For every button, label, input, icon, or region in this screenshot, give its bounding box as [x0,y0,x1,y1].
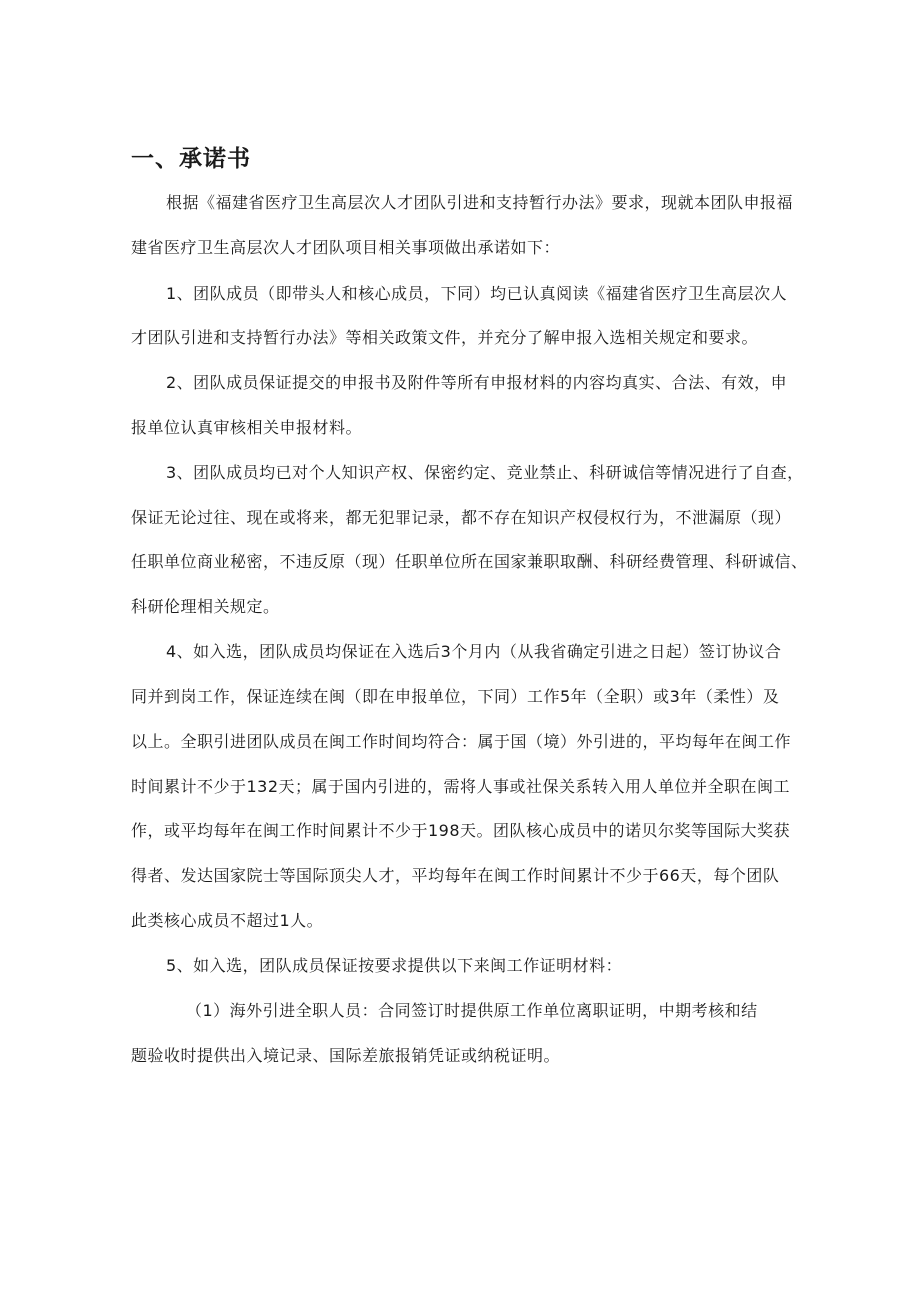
paragraph-line: 2、团队成员保证提交的申报书及附件等所有申报材料的内容均真实、合法、有效，申 [166,373,788,392]
paragraph-line: 题验收时提供出入境记录、国际差旅报销凭证或纳税证明。 [131,1046,561,1065]
paragraph-line: 才团队引进和支持暂行办法》等相关政策文件，并充分了解申报入选相关规定和要求。 [131,328,759,347]
paragraph-line: 1、团队成员（即带头人和核心成员，下同）均已认真阅读《福建省医疗卫生高层次人 [166,284,788,303]
paragraph-line: 保证无论过往、现在或将来，都无犯罪记录，都不存在知识产权侵权行为，不泄漏原（现） [131,508,792,527]
paragraph-line: 4、如入选，团队成员均保证在入选后3个月内（从我省确定引进之日起）签订协议合 [166,642,782,661]
paragraph-line: 时间累计不少于132天；属于国内引进的，需将人事或社保关系转入用人单位并全职在闽工 [131,777,791,796]
paragraph-line: 3、团队成员均已对个人知识产权、保密约定、竞业禁止、科研诚信等情况进行了自查， [166,463,804,482]
paragraph-line: 得者、发达国家院士等国际顶尖人才，平均每年在闽工作时间累计不少于66天，每个团队 [131,866,780,885]
paragraph-line: 任职单位商业秘密，不违反原（现）任职单位所在国家兼职取酬、科研经费管理、科研诚信、 [131,552,808,571]
paragraph-line: 建省医疗卫生高层次人才团队项目相关事项做出承诺如下： [131,238,561,257]
paragraph-line: 同并到岗工作，保证连续在闽（即在申报单位，下同）工作5年（全职）或3年（柔性）及 [131,687,780,706]
paragraph-line: 报单位认真审核相关申报材料。 [131,418,363,437]
paragraph-line: 根据《福建省医疗卫生高层次人才团队引进和支持暂行办法》要求，现就本团队申报福 [166,193,794,212]
paragraph-line: 5、如入选，团队成员保证按要求提供以下来闽工作证明材料： [166,956,623,975]
paragraph-line: 此类核心成员不超过1人。 [131,911,324,930]
paragraph-line: 科研伦理相关规定。 [131,597,280,616]
page-title: 一、承诺书 [131,146,251,172]
paragraph-line: 作，或平均每年在闽工作时间累计不少于198天。团队核心成员中的诺贝尔奖等国际大奖获 [131,821,791,840]
paragraph-line: （1）海外引进全职人员：合同签订时提供原工作单位离职证明，中期考核和结 [186,1001,758,1020]
paragraph-line: 以上。全职引进团队成员在闽工作时间均符合：属于国（境）外引进的，平均每年在闽工作 [131,732,792,751]
